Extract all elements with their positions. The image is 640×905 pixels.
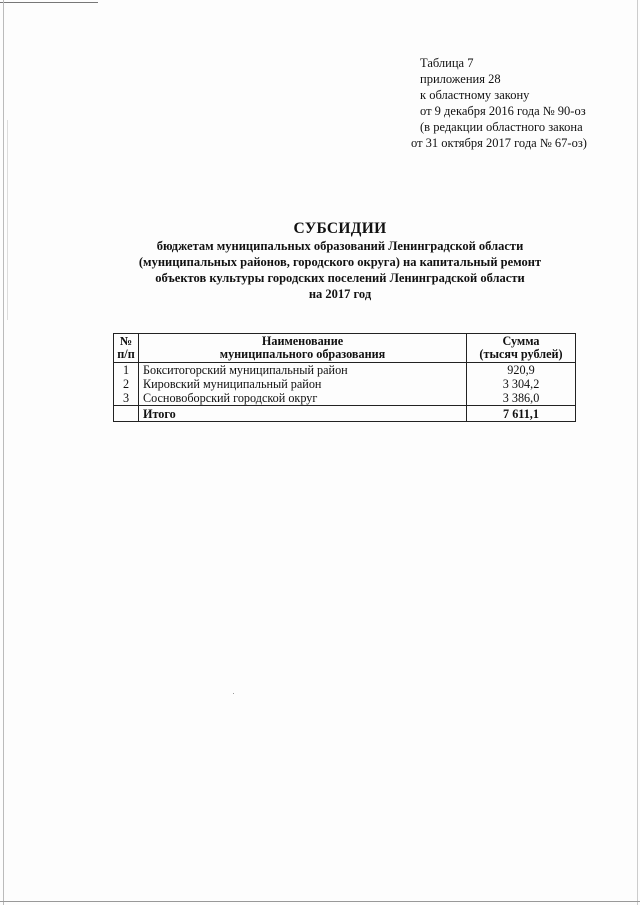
header-sum-line2: (тысяч рублей) — [479, 347, 563, 361]
title-sub-line: объектов культуры городских поселений Ленинградской области — [155, 271, 525, 285]
table-header-row — [114, 334, 576, 363]
document-title — [100, 220, 580, 302]
appendix-line: от 9 декабря 2016 года № 90-оз — [420, 104, 586, 118]
row-num: 2 — [114, 377, 139, 391]
row-amount: 3 386,0 — [467, 391, 576, 406]
table-row — [114, 377, 576, 391]
total-num-empty — [114, 406, 139, 422]
scan-edge-bottom — [0, 901, 640, 902]
scan-edge-left — [3, 0, 4, 905]
header-name-line1: Наименование — [261, 334, 344, 348]
appendix-line: (в редакции областного закона — [420, 120, 583, 134]
table-row — [114, 363, 576, 378]
title-sub-line: на 2017 год — [308, 287, 372, 301]
row-num: 3 — [114, 391, 139, 406]
header-name — [139, 334, 467, 363]
row-name: Сосновоборский городской округ — [139, 391, 467, 406]
title-sub-line: бюджетам муниципальных образований Ленинградской области — [156, 239, 524, 253]
header-name-line2: муниципального образования — [219, 347, 386, 361]
header-num-line2: п/п — [117, 347, 135, 361]
total-amount: 7 611,1 — [467, 406, 576, 422]
appendix-line: от 31 октября 2017 года № 67-оз) — [411, 136, 587, 150]
table-total-row — [114, 406, 576, 422]
header-sum — [467, 334, 576, 363]
header-sum-line1: Сумма — [502, 334, 540, 348]
header-num-line1: № — [119, 334, 133, 348]
row-name: Бокситогорский муниципальный район — [139, 363, 467, 378]
title-main: СУБСИДИИ — [293, 220, 387, 237]
row-name: Кировский муниципальный район — [139, 377, 467, 391]
scan-edge-top — [0, 2, 98, 3]
title-sub-line: (муниципальных районов, городского округа) на капитальный ремонт — [138, 255, 542, 269]
appendix-line: Таблица 7 — [420, 56, 474, 70]
subsidies-table — [113, 333, 576, 422]
row-amount: 3 304,2 — [467, 377, 576, 391]
appendix-line: к областному закону — [420, 88, 530, 102]
row-num: 1 — [114, 363, 139, 378]
scan-speck — [233, 693, 234, 694]
scan-edge-left-inner — [7, 120, 8, 320]
header-num — [114, 334, 139, 363]
scan-edge-right — [637, 0, 638, 905]
appendix-line: приложения 28 — [420, 72, 501, 86]
table-row — [114, 391, 576, 406]
row-amount: 920,9 — [467, 363, 576, 378]
total-label: Итого — [139, 406, 467, 422]
